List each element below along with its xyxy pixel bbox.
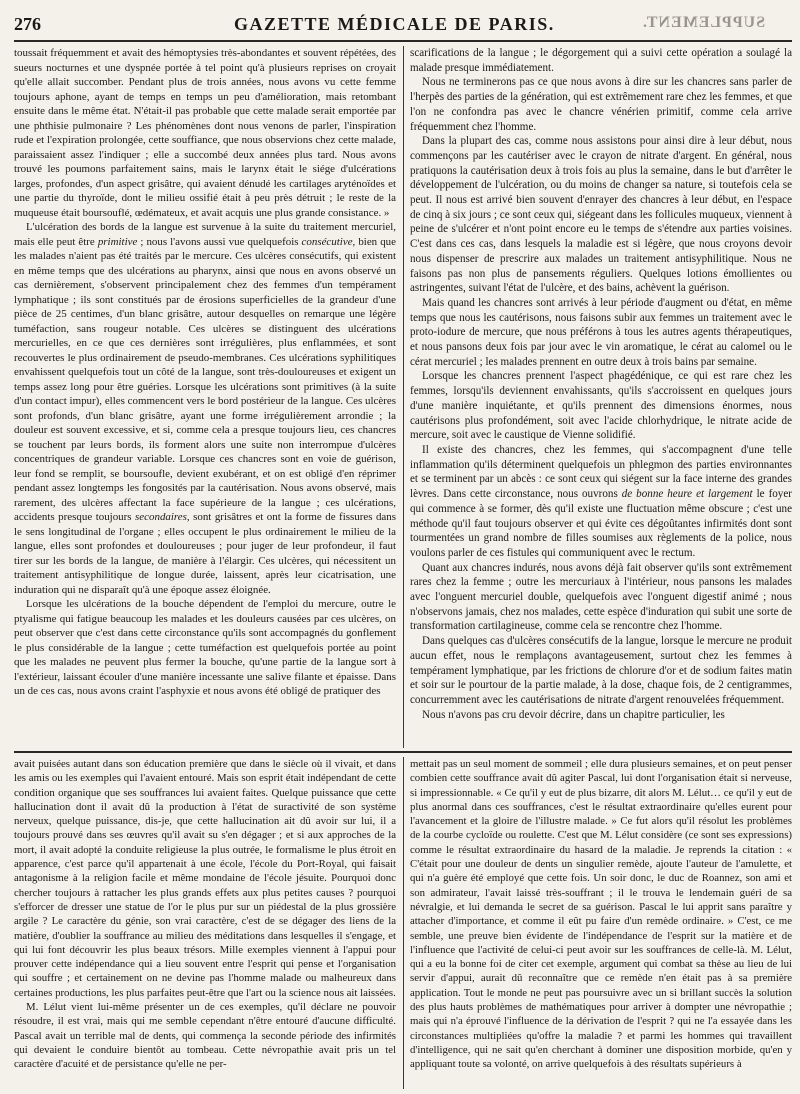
paragraph: Quant aux chancres indurés, nous avons déjà fait observer qu'ils sont extrêmement rares chez la femme ; outre les mercuriaux à l'intérieur, nous pansons les malades avec l'onguent mercuriel double, quelquefois avec l'onguent digestif animé ; nous n'observons jamais, chez nos malades, cette espèce d'induration qui subit une sorte de transformation cartilagineuse, comme cela se rencontre chez l'homme. (410, 561, 792, 633)
text-run: Il existe des chancres, chez les femmes, qui s'accompagnent d'une telle inflammation qu'ils déterminent quelquefois un phlegmon des parties environnantes et se terminent par un abcès : ce sont ceux qui siégent sur la face interne des grandes lèvres. Dans cette circonstance, nous ouvrons (410, 443, 792, 501)
upper-right-column (410, 46, 792, 748)
column-separator (403, 757, 404, 1089)
lower-right-column (410, 757, 792, 1089)
section-rule (14, 751, 792, 753)
paragraph: Lorsque les chancres prennent l'aspect phagédénique, ce qui est rare chez les femmes, lorsqu'ils deviennent envahissants, qu'ils s'accroissent en quelques jours d'une manière inquiétante, et qu'ils prennent des dimensions énormes, nous cautérisons plus profondément, soit avec l'acide chlorhydrique, le nitrate acide de mercure, soit avec le caustique de Vienne solidifié. (410, 370, 792, 442)
paragraph: scarifications de la langue ; le dégorgement qui a suivi cette opération a soulagé la malade presque immédiatement. (410, 47, 792, 74)
paragraph: Dans la plupart des cas, comme nous assistons pour ainsi dire à leur début, nous commençons par les cautériser avec le crayon de nitrate d'argent. En général, nous pratiquons la cautérisation deux à trois fois au plus la semaine, dans le but d'arrêter le développement de l'ulcération, ou du moins de changer sa nature, si toutefois cela se peut. Il nous est arrivé bien souvent d'enrayer des chancres à leur début, en l'espace de cinq à six jours ; ce sont ceux qui, siégeant dans les follicules muqueux, viennent à peine de s'ulcérer et n'ont point encore eu le temps de s'étendre aux parties voisines. C'est dans ces cas, dans lesquels la maladie est si légère, que nous croyons devoir nous dispenser de prescrire aux malades un traitement antisyphilitique. Nous ne faisons pas non plus de pansements réguliers. Quelques lotions émollientes ou astringentes, suivant l'état de l'ulcère, et des bains, achèvent la guérison. (410, 135, 792, 295)
text-run: ; nous l'avons aussi vue quelquefois (137, 235, 302, 248)
paragraph: Mais quand les chancres sont arrivés à leur période d'augment ou d'état, en même temps que nous les cautérisons, nous faisons subir aux femmes un traitement avec le proto-iodure de mercure, que nous préférons à tous les autres agents thérapeutiques, et nous pansons deux fois par jour avec le vin aromatique, le cérat au calomel ou le cérat mercuriel ; les malades prennent en outre deux à trois bains par semaine. (410, 296, 792, 368)
text-run: , sont grisâtres et ont la forme de fissures dans le sens longitudinal de l'organe ; elles occupent le plus ordinairement le milieu de la langue, elles sont profondes et douloureuses ; pour juger de leur profondeur, il faut tirer sur les bords de la langue, de manière à l'élargir. Ces ulcères, qui nécessitent un traitement antisyphilitique de longue durée, laissent, après leur cicatrisation, une induration qui ne disparaît qu'à une époque assez éloignée. (14, 511, 396, 596)
page-header (14, 14, 792, 38)
page-number: 276 (14, 14, 41, 34)
bleed-through-text: SUPPLEMENT. (642, 14, 766, 31)
italic-term: primitive (97, 235, 138, 248)
paragraph: Nous n'avons pas cru devoir décrire, dans un chapitre particulier, les (422, 708, 725, 721)
lower-left-column (14, 757, 396, 1089)
header-rule (14, 40, 792, 42)
text-run: , bien que les malades n'aient pas été traités par le mercure. Ces ulcères consécutifs, qui existent en même temps que des ulcérations au pharynx, ainsi que nous en avons observé un cas dernièrement, s'observent principalement chez des femmes d'un tempérament lymphatique ; ils sont constitués par de érosions superficielles de la grandeur d'une pièce de 25 centimes, d'un blanc grisâtre, autour desquelles on remarque une légère tuméfaction, sans rougeur notable. Ces ulcères se distinguent des ulcérations mercurielles, en ce que ces dernières sont irrégulières, plus enflammées, et sont recouvertes le plus ordinairement de pseudo-membranes. Ces ulcérations syphilitiques envahissent quelquefois tout un côté de la langue, sont très-douloureuses et exigent un temps assez long pour être guéries. Lorsque les ulcérations sont primitives (à la suite d'un contact impur), elles commencent vers le bord postérieur de la langue. Ces ulcères sont profonds, d'un blanc grisâtre, ayant une forme irrégulièrement arrondie ; la douleur est souvent excessive, et si, comme cela a presque toujours lieu, ces chancres se touchent par leurs bords, ils forment alors une suite non interrompue d'ulcères concentriques de grandeur variable. Lorsque ces chancres sont en voie de guérison, leur fond se remplit, se boursoufle, devient exubérant, et on est obligé d'en réprimer pendant assez longtemps les fongosités par la cautérisation. Nous avons observé, mais rarement, des ulcères affectant la face supérieure de la langue ; ces ulcérations, accidents presque toujours (14, 235, 396, 523)
paragraph: toussait fréquemment et avait des hémoptysies très-abondantes et souvent répétées, des sueurs nocturnes et une dyspnée portée à tel point qu'à plusieurs reprises on croyait qu'elle allait succomber. Pendant plus de trois années, nous avons vu cette femme toujours aphone, ayant de temps en temps un peu d'amélioration, mais retombant ensuite dans le même état. N'était-il pas probable que cette malade serait emportée par une phthisie pulmonaire ? Les phénomènes dont nous venons de parler, l'inspiration rude et l'expiration prolongée, cette souffiance, que nous observions chez cette malade, paraissaient assez l'indiquer ; elle a succombé deux années plus tard. Nous avons trouvé les poumons parfaitement sains, mais le larynx était le siége d'ulcérations larges, profondes, d'un aspect grisâtre, qui avaient dénudé les cartilages aryténoïdes et une partie du thyroïde, dont le milieu ossifié était à peu près détruit ; le reste de la muqueuse était boursouflé, œdémateux, et avait acquis une plus grande consistance. » (14, 47, 396, 219)
paragraph: M. Lélut vient lui-même présenter un de ces exemples, qu'il déclare ne pouvoir résoudre, il est vrai, mais qui me semble cependant n'être entouré d'aucune difficulté. Pascal avait un terrible mal de dents, qui commença la seconde période des infirmités qui devaient le conduire bientôt au tombeau. Cette névropathie avait pris un tel caractère d'acuité et de persistance qu'elle ne per- (14, 1001, 396, 1071)
paragraph: avait puisées autant dans son éducation première que dans le siècle où il vivait, et dans les amis ou les exemples qui l'avaient entouré. Mais son esprit était indépendant de cette condition organique que ses souffrances lui avaient faites. Quelque puissance que cette hallucination dont il avait dû la production à l'état de suractivité de son système nerveux, quelque puissance, dis-je, que cette hallucination ait dû avoir sur lui, il a toujours prouvé dans ses œuvres qu'il avait su s'en dégager ; et si aux approches de la mort, il avait adopté la conduite religieuse la plus outrée, le formalisme le plus étroit en apparence, c'est parce qu'il appartenait à une école, l'école du Port-Royal, qui faisait antagonisme à la religion facile et même mondaine de l'école jésuite. Pourquoi donc chercher toujours à rattacher les plus grands effets aux plus petites causes ? pourquoi s'efforcer de dresser une statue de l'or le plus pur sur un piédestal de la plus grossière argile ? Le caractère du génie, son vrai caractère, c'est de se dégager des liens de la matière, d'oublier la souffrance au milieu des méditations dans lesquelles il s'engage, et qui lui font découvrir les plus beaux trésors. Mille exemples viennent à l'appui pour prouver cette indépendance qui a lieu souvent entre l'esprit qui pense et l'organisation qui souffre ; et certainement on ne devine pas l'homme malade ou malheureux dans certaines productions, les plus parfaites peut-être que l'art ou la science nous ait laissées. (14, 758, 396, 999)
text-run: L'ulcération des bords de la langue est survenue à la suite du traitement mercuriel, mais elle peut être (14, 221, 396, 248)
paragraph (14, 220, 396, 597)
paragraph (410, 443, 792, 561)
text-run: le foyer qui commence à se former, dès qu'il existe une fluctuation même obscure ; c'est une méthode qu'il faut toujours observer et qui évite ces dégoûtantes infirmités dont sont tourmentées un grand nombre de filles soumises aux règlements de la police, nous voulons parler de ces fistules qui communiquent avec le rectum. (410, 488, 792, 559)
newspaper-page (14, 0, 792, 1094)
paragraph: Dans quelques cas d'ulcères consécutifs de la langue, lorsque le mercure ne produit aucun effet, nous le remplaçons avantageusement, surtout chez les femmes à tempérament lymphatique, par les frictions de chlorure d'or et de sodium faites matin et soir sur le pourtour de la partie malade, à la dose, chaque fois, de 2 centigrammes, concurremment avec les cautérisations de nitrate d'argent renouvelées fréquemment. (410, 635, 792, 706)
upper-left-column (14, 46, 396, 748)
italic-term: de bonne heure et largement (621, 488, 753, 501)
paragraph: Nous ne terminerons pas ce que nous avons à dire sur les chancres sans parler de l'herpès des parties de la génération, qui est extrêmement rare chez les femmes, et que l'on ne confondra pas avec le chancre vénérien primitif, comme cela arrive fréquemment chez l'homme. (410, 76, 792, 133)
italic-term: consécutive (301, 235, 353, 248)
italic-term: secondaires (135, 511, 187, 523)
paragraph: Lorsque les ulcérations de la bouche dépendent de l'emploi du mercure, outre le ptyalisme qui fatigue beaucoup les malades et les douleurs causées par ces ulcères, on peut observer que c'est dans cette circonstance qu'ils sont accompagnés du gonflement le plus considérable de la langue ; cette tuméfaction est quelquefois portée au point que les malades ne peuvent plus fermer la bouche, qu'une partie de la langue sort à l'extérieur, laissant écouler d'une manière incessante une salive filante et épaisse. Dans un de ces cas, nous avons craint l'asphyxie et nous avons été obligé de pratiquer des (14, 598, 396, 697)
journal-title: GAZETTE MÉDICALE DE PARIS. (234, 14, 555, 34)
column-separator (403, 46, 404, 748)
paragraph: mettait pas un seul moment de sommeil ; elle dura plusieurs semaines, et on peut penser combien cette souffrance avait dû agiter Pascal, lui dont l'organisation était si nerveuse, si impressionnable. « Ce qu'il y eut de plus bizarre, dit alors M. Lélut… ce qu'il y eut de plus anormal dans ces souffrances, c'est le résultat extraordinaire qu'elles eurent pour l'avancement et la gloire de l'illustre malade. » Ce fut alors qu'il résolut les problèmes de la courbe cycloïde ou roulette. C'est que M. Lélut considère (ce sont ses expressions) comme le résultat extraordinaire du hasard de la maladie. Je reprends la citation : « C'était pour une douleur de dents un singulier remède, ajoute l'auteur de l'amulette, et qui n'a guère été employé que cette fois. Un soir donc, le duc de Roannez, son ami et son admirateur, l'avait laissé très-souffrant ; il le trouva le lendemain guéri de sa névralgie, et lui demanda le secret de sa guérison. Pascal le lui apprit sans paraître y attacher d'importance, et comme il eût pu faire d'un remède ordinaire. » C'est, ce me semble, une preuve bien évidente de l'indépendance de l'esprit sur la matière et de l'influence que l'activité de celui-ci peut avoir sur les souffrances de celle-là. M. Lélut, qui a eu la bonne foi de citer cet exemple, argument qui combat sa thèse au lieu de lui servir d'appui, aurait dû reconnaître que ce remède n'en était pas à sa première application. Tout le monde ne peut pas poursuivre avec un si brillant succès la solution des plus hauts problèmes de mathématiques pour arriver à dompter une névropathie ; mais qui n'a éprouvé l'influence de la dérivation de l'esprit ? qui ne l'a essayée dans les circonstances multipliées qu'offre la maladie ? et parmi les hommes qui travaillent d'intelligence, qui ne sait qu'en cherchant à dominer une disposition morbide, qu'en y appliquant toute sa volonté, on arrive quelquefois à des résultats supérieurs à (410, 758, 792, 1071)
